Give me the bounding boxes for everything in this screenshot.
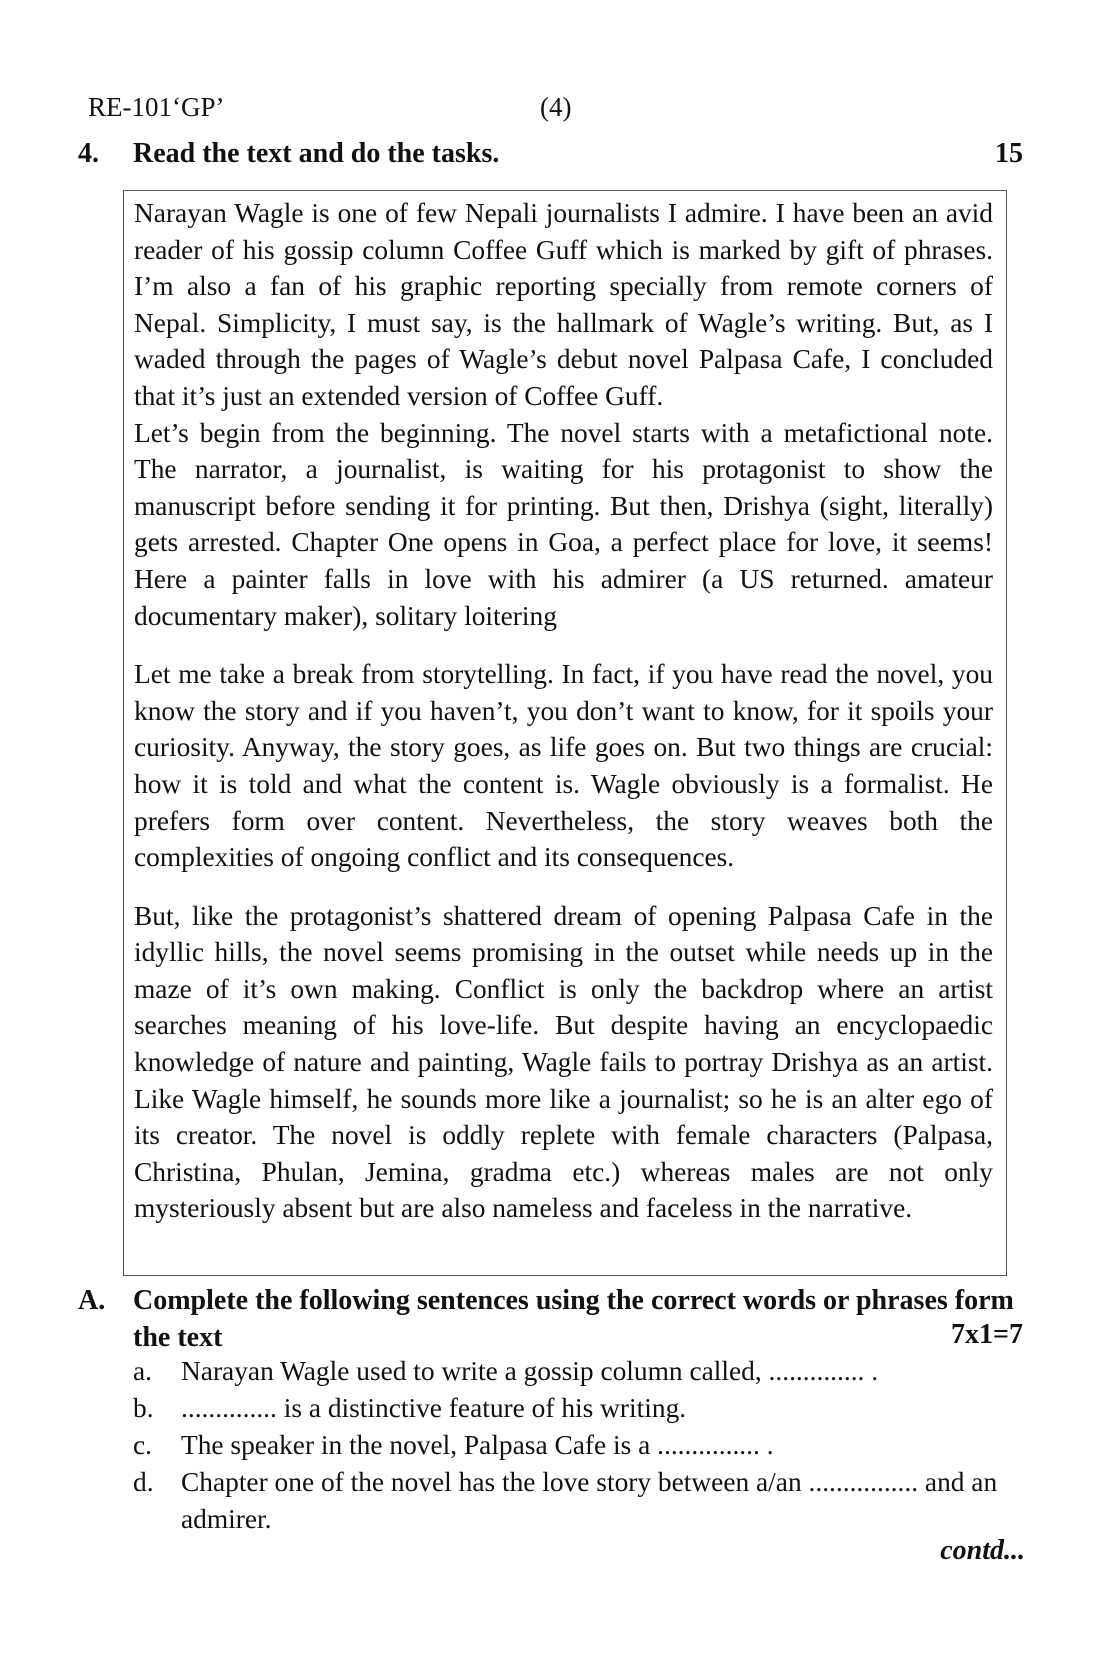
page-number: (4)	[540, 92, 572, 122]
paper-code: RE-101‘GP’	[88, 92, 225, 122]
passage-box	[123, 190, 1007, 1276]
item-text: The speaker in the novel, Palpasa Cafe is a ............... .	[181, 1430, 774, 1460]
section-a-marks: 7x1=7	[951, 1319, 1023, 1350]
question-title: Read the text and do the tasks.	[133, 138, 500, 169]
passage-paragraph-1: Narayan Wagle is one of few Nepali journalists I admire. I have been an avid reader of his gossip column Coffee Guff which is marked by gift of phrases. I’m also a fan of his graphic reporting specially from remote corners of Nepal. Simplicity, I must say, is the hallmark of Wagle’s writing. But, as I waded through the pages of Wagle’s debut novel Palpasa Cafe, I concluded that it’s just an extended version of Coffee Guff. Let’s begin from the beginning. The novel starts with a metafictional note. The narrator, a journalist, is waiting for his protagonist to show the manuscript before sending it for printing. But then, Drishya (sight, literally) gets arrested. Chapter One opens in Goa, a perfect place for love, it seems! Here a painter falls in love with his admirer (a US returned. amateur documentary maker), solitary loitering	[134, 198, 993, 631]
item-label: d.	[133, 1467, 154, 1497]
item-label: b.	[133, 1393, 154, 1423]
item-text: Chapter one of the novel has the love story between a/an ................ and an admirer.	[181, 1467, 998, 1534]
passage-paragraph-3: But, like the protagonist’s shattered dream of opening Palpasa Cafe in the idyllic hills, the novel seems promising in the outset while needs up in the maze of it’s own making. Conflict is only the backdrop where an artist searches meaning of his love-life. But despite having an encyclopaedic knowledge of nature and painting, Wagle fails to portray Drishya as an artist. Like Wagle himself, he sounds more like a journalist; so he is an alter ego of its creator. The novel is oddly replete with female characters (Palpasa, Christina, Phulan, Jemina, gradma etc.) whereas males are not only mysteriously absent but are also nameless and faceless in the narrative.	[134, 900, 993, 1224]
item-label: c.	[133, 1430, 153, 1460]
question-number: 4.	[78, 138, 99, 169]
section-a-instruction: Complete the following sentences using the correct words or phrases form the text	[133, 1285, 1014, 1353]
item-text: .............. is a distinctive feature of his writing.	[181, 1393, 687, 1423]
item-label: a.	[133, 1356, 153, 1386]
item-text: Narayan Wagle used to write a gossip column called, .............. .	[181, 1356, 879, 1386]
section-a-letter: A.	[78, 1285, 106, 1316]
passage-paragraph-2: Let me take a break from storytelling. In fact, if you have read the novel, you know the story and if you haven’t, you don’t want to know, for it spoils your curiosity. Anyway, the story goes, as life goes on. But two things are crucial: how it is told and what the content is. Wagle obviously is a formalist. He prefers form over content. Nevertheless, the story weaves both the complexities of ongoing conflict and its consequences.	[134, 659, 993, 873]
continued-note: contd...	[940, 1535, 1025, 1566]
question-marks: 15	[995, 138, 1023, 169]
